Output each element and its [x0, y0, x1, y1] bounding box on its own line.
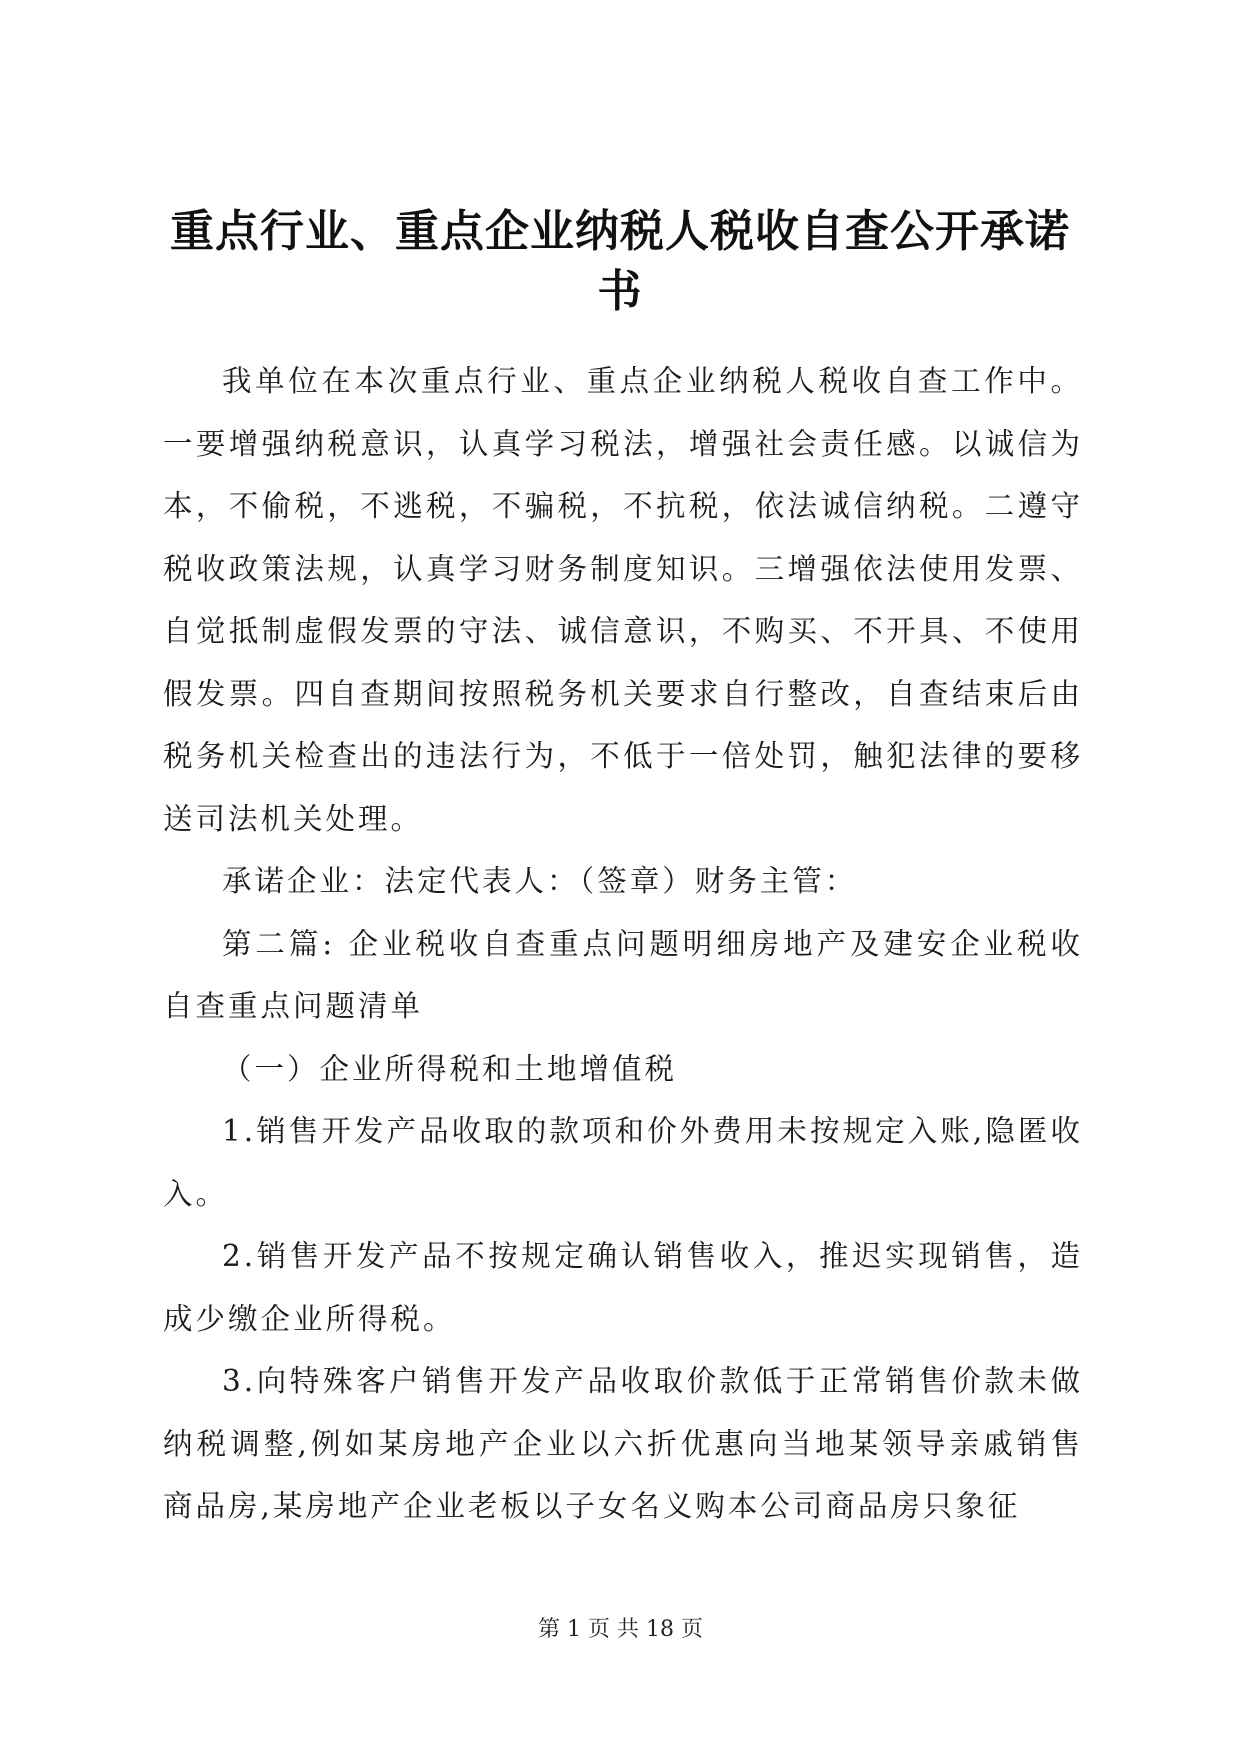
paragraph-item-2: 2.销售开发产品不按规定确认销售收入，推迟实现销售，造成少缴企业所得税。: [163, 1239, 1083, 1336]
paragraph-commitment: 我单位在本次重点行业、重点企业纳税人税收自查工作中。一要增强纳税意识，认真学习税法，增强社会责任感。以诚信为本，不偷税，不逃税，不骗税，不抗税，依法诚信纳税。二遵守税收政策法规，认真学习财务制度知识。三增强依法使用发票、自觉抵制虚假发票的守法、诚信意识，不购买、不开具、不使用假发票。四自查期间按照税务机关要求自行整改，自查结束后由税务机关检查出的违法行为，不低于一倍处罚，触犯法律的要移送司法机关处理。: [163, 364, 1083, 836]
page-footer: 第 1 页 共 18 页: [538, 1617, 703, 1642]
paragraph-section-heading: （一）企业所得税和土地增值税: [222, 1051, 678, 1086]
paragraph-item-1: 1.销售开发产品收取的款项和价外费用未按规定入账,隐匿收入。: [163, 1114, 1083, 1211]
paragraph-signatures: 承诺企业：法定代表人：（签章）财务主管：: [222, 864, 858, 898]
paragraph-item-3: 3.向特殊客户销售开发产品收取价款低于正常销售价款未做纳税调整,例如某房地产企业以六折优惠向当地某领导亲戚销售商品房,某房地产企业老板以子女名义购本公司商品房只象征: [163, 1364, 1083, 1523]
paragraph-second-article-title: 第二篇: 企业税收自查重点问题明细房地产及建安企业税收自查重点问题清单: [163, 926, 1083, 1023]
document-body: [163, 350, 1083, 1538]
document-title: 重点行业、重点企业纳税人税收自查公开承诺书: [170, 206, 1070, 317]
